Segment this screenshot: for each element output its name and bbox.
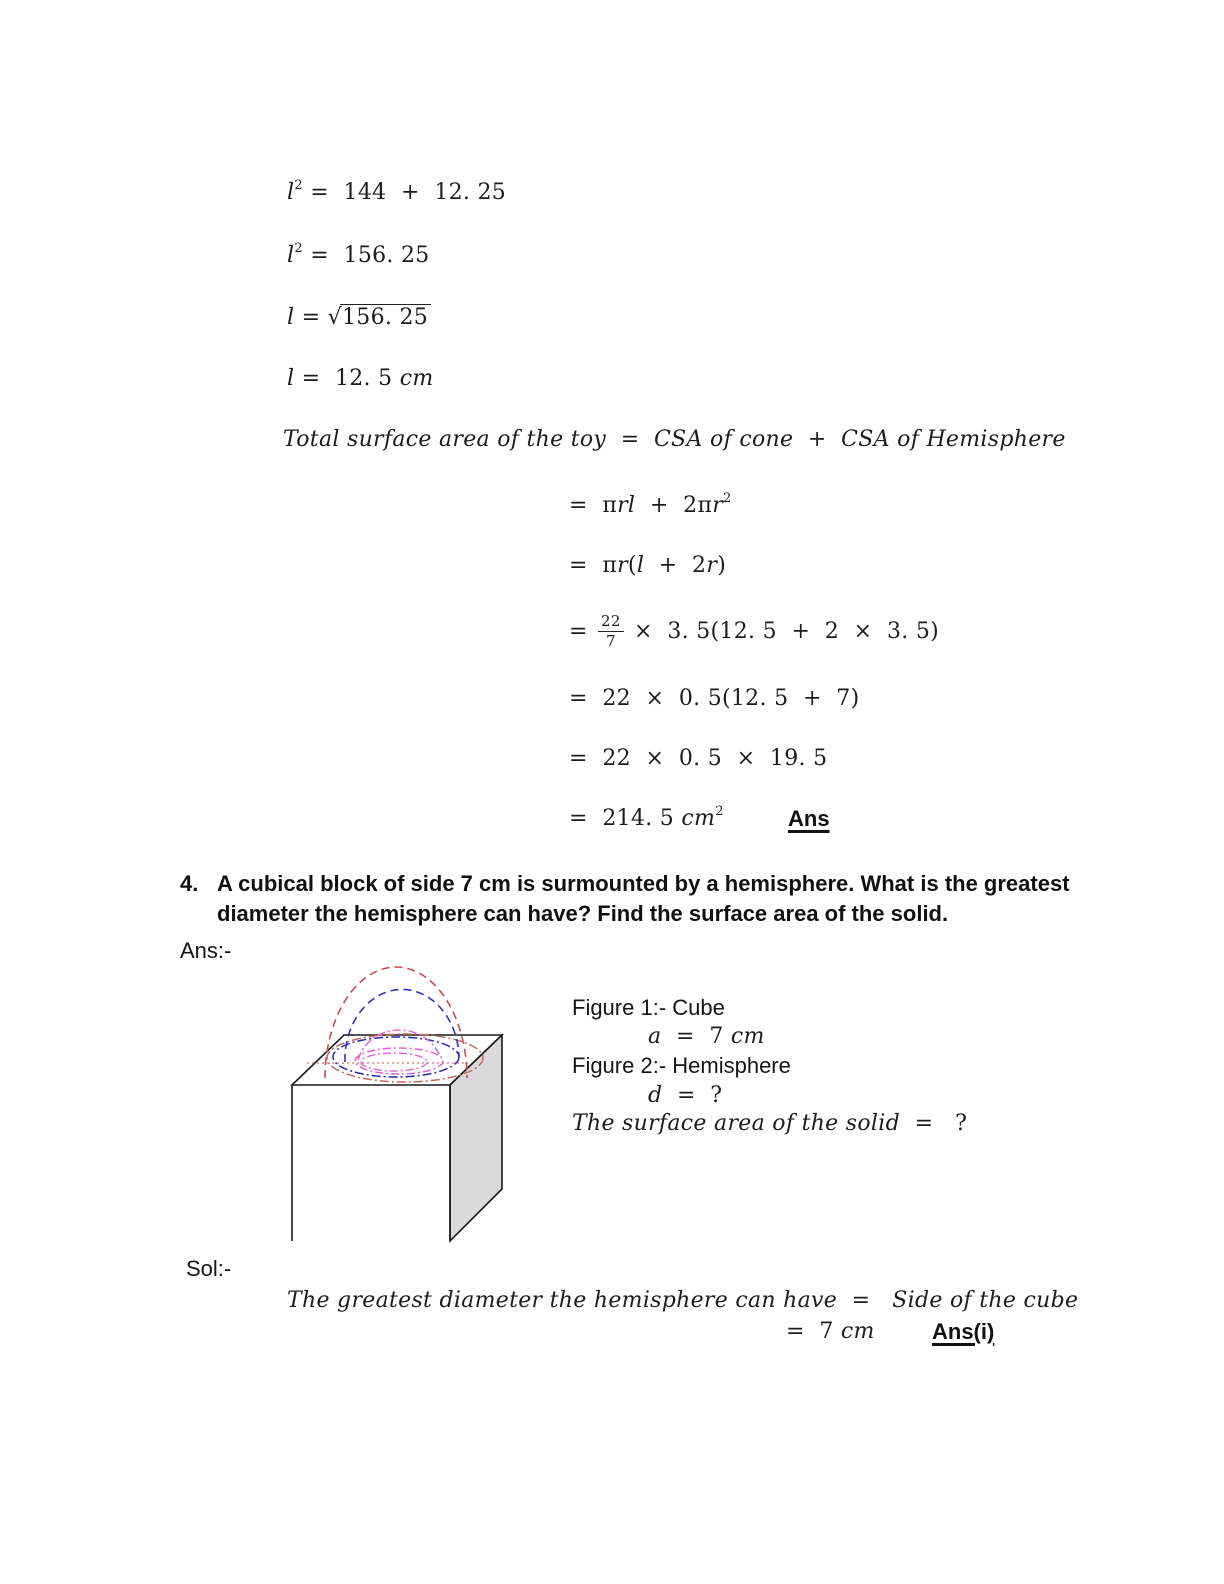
math-line-result: = 214. 5 $cm^2$ xyxy=(569,803,724,831)
math-line-l2-value: $l^2 = 156$. 25 xyxy=(287,240,430,268)
figure1-caption: Figure 1:- Cube xyxy=(572,995,725,1020)
math-line-tsa-def: Total surface area of the toy = CSA of cone + CSA of Hemisphere xyxy=(283,427,1066,452)
math-line-formula1: = $\pi rl + 2\pi r^2$ xyxy=(569,490,732,518)
math-line-formula2: = πr(l + 2r) xyxy=(569,553,727,578)
surface-area-question-equation: The surface area of the solid = ? xyxy=(572,1111,968,1136)
question-text-line: diameter the hemisphere can have? Find the surface area of the solid. xyxy=(217,901,949,926)
figure1-equation: a = 7 cm xyxy=(648,1024,765,1049)
math-line-l-result: l = 12. 5 cm xyxy=(287,366,434,391)
math-line-l2-sum: $l^2 = 144 + 12$. 25 xyxy=(287,177,507,205)
math-line-simplify2: = 22 × 0. 5 × 19. 5 xyxy=(569,746,828,771)
figure2-equation: d = ? xyxy=(648,1083,723,1108)
figure2-caption: Figure 2:- Hemisphere xyxy=(572,1053,791,1078)
question-number: 4. xyxy=(180,871,199,896)
question-4 xyxy=(180,869,1070,929)
ans-section-label: Ans:- xyxy=(180,938,232,963)
math-line-l-sqrt: l = √156. 25 xyxy=(287,305,431,331)
math-line-substitute: = $\frac{22}{7}$ × 3. 5(12. 5 + 2 × 3. 5) xyxy=(569,612,940,650)
math-line-simplify1: = 22 × 0. 5(12. 5 + 7) xyxy=(569,686,860,711)
ans-label: Ans xyxy=(788,806,830,831)
question-text xyxy=(217,869,1070,929)
sol-line-value: = 7 cm xyxy=(786,1319,875,1344)
sol-section-label: Sol:- xyxy=(186,1256,232,1281)
sol-line-diameter: The greatest diameter the hemisphere can have = Side of the cube xyxy=(287,1288,1079,1313)
ans-i-label: Ans(i) xyxy=(932,1319,995,1344)
cube-hemisphere-figure xyxy=(278,948,513,1250)
question-text-line: A cubical block of side 7 cm is surmounted by a hemisphere. What is the greatest xyxy=(217,871,1070,896)
